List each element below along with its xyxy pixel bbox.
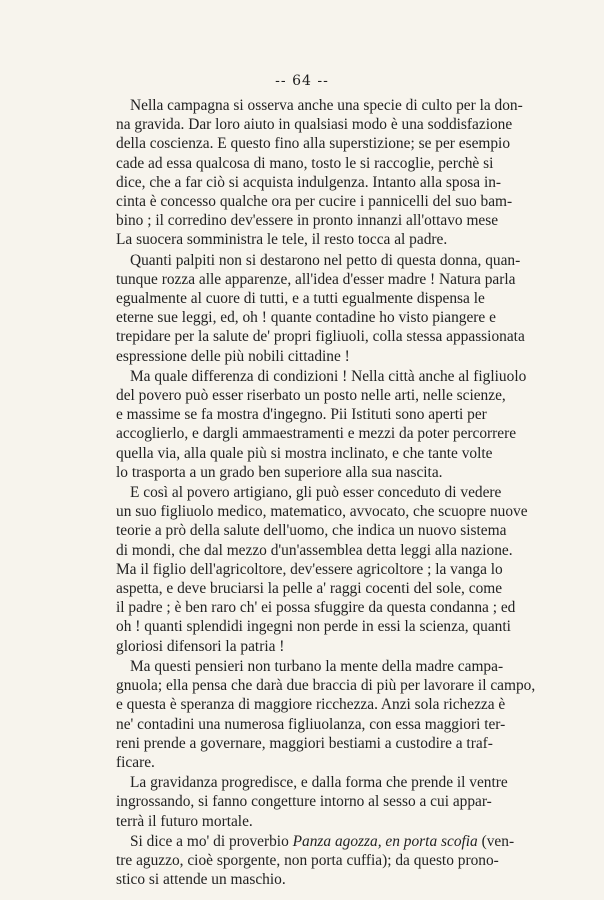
- paragraph: [116, 773, 508, 831]
- text-line: stico si attende un maschio.: [116, 871, 286, 889]
- text-line: cinta è concesso qualche ora per cucire i pannicelli del suo bam-: [116, 193, 513, 211]
- text-line: ne' contadini una numerosa figliuolanza, con essa maggiori ter-: [116, 715, 506, 733]
- text-fragment: Si dice a mo' di proverbio: [130, 832, 293, 850]
- paragraph: [116, 483, 528, 656]
- text-line: un suo figliuolo medico, matematico, avvocato, che scuopre nuove: [116, 503, 528, 521]
- paragraph: [116, 367, 527, 482]
- text-line: del povero può esser riserbato un posto nelle arti, nelle scienze,: [116, 387, 506, 405]
- text-line: reni prende a governare, maggiori bestiami a custodire a traf-: [116, 734, 493, 752]
- text-line: Nella campagna si osserva anche una specie di culto per la don-: [130, 97, 523, 114]
- text-line: dice, che a far ciò si acquista indulgenza. Intanto alla sposa in-: [116, 173, 502, 191]
- text-line: quella via, alla quale più si mostra inclinato, e che tante volte: [116, 444, 493, 462]
- text-line: Ma il figlio dell'agricoltore, dev'essere agricoltore ; la vanga lo: [116, 560, 503, 578]
- page-number: -- 64 --: [275, 73, 329, 89]
- text-line: Ma questi pensieri non turbano la mente della madre campa-: [130, 657, 504, 675]
- text-line: tre aguzzo, cioè sporgente, non porta cuffia); da questo prono-: [116, 851, 499, 869]
- text-line: oh ! quanti splendidi ingegni non perde in essi la scienza, quanti: [116, 618, 511, 636]
- body-text: [116, 96, 536, 889]
- text-line: na gravida. Dar loro aiuto in qualsiasi modo è una soddisfazione: [116, 116, 513, 134]
- text-line: tunque rozza alle apparenze, all'idea d'esser madre ! Natura parla: [116, 270, 516, 288]
- text-line: di mondi, che dal mezzo d'un'assemblea detta leggi alla nazione.: [116, 541, 513, 559]
- text-line: La gravidanza progredisce, e dalla forma che prende il ventre: [130, 774, 508, 792]
- text-line: ficare.: [116, 753, 155, 771]
- text-line: terrà il futuro mortale.: [116, 812, 253, 830]
- proverb-text: Panza agozza, en porta scofia: [292, 832, 478, 850]
- text-line: Quanti palpiti non si destarono nel petto di questa donna, quan-: [130, 251, 521, 269]
- text-line: e questa è speranza di maggiore ricchezza. Anzi sola richezza è: [116, 696, 506, 714]
- text-line: ingrossando, si fanno congetture intorno al sesso a cui appar-: [116, 793, 492, 811]
- text-line: lo trasporta a un grado ben superiore alla sua nascita.: [116, 463, 443, 481]
- text-line: eterne sue leggi, ed, oh ! quante contadine ho visto piangere e: [116, 309, 496, 327]
- text-line: teorie a prò della salute dell'uomo, che indica un nuovo sistema: [116, 522, 507, 540]
- text-line: trepidare per la salute de' propri figliuoli, colla stessa appassionata: [116, 328, 525, 346]
- text-line: il padre ; è ben raro ch' ei possa sfuggire da questa condanna ; ed: [116, 599, 516, 617]
- text-line: della coscienza. E questo fino alla superstizione; se per esempio: [116, 135, 511, 153]
- paragraph: [116, 251, 525, 366]
- paragraph: [116, 96, 523, 250]
- text-line: e massime se fa mostra d'ingegno. Pii Istituti sono aperti per: [116, 406, 487, 424]
- text-line: [116, 832, 515, 851]
- text-line: cade ad essa qualcosa di mano, tosto le si raccoglie, perchè si: [116, 154, 494, 172]
- text-line: espressione delle più nobili cittadine !: [116, 347, 350, 365]
- text-line: egualmente al cuore di tutti, e a tutti egualmente dispensa le: [116, 290, 485, 308]
- text-fragment: (ven-: [477, 832, 515, 850]
- text-line: La suocera somministra le tele, il resto tocca al padre.: [116, 231, 448, 249]
- text-line: gloriosi difensori la patria !: [116, 637, 285, 655]
- text-line: Ma quale differenza di condizioni ! Nella città anche al figliuolo: [130, 367, 527, 385]
- paragraph: [116, 657, 536, 772]
- text-line: aspetta, e deve bruciarsi la pelle a' raggi cocenti del sole, come: [116, 580, 503, 598]
- paragraph: [116, 832, 515, 890]
- text-line: bino ; il corredino dev'essere in pronto innanzi all'ottavo mese: [116, 212, 499, 230]
- text-line: gnuola; ella pensa che darà due braccia di più per lavorare il campo,: [116, 677, 536, 695]
- text-line: E così al povero artigiano, gli può esser conceduto di vedere: [130, 484, 502, 502]
- text-line: accoglierlo, e dargli ammaestramenti e mezzi da poter percorrere: [116, 425, 517, 443]
